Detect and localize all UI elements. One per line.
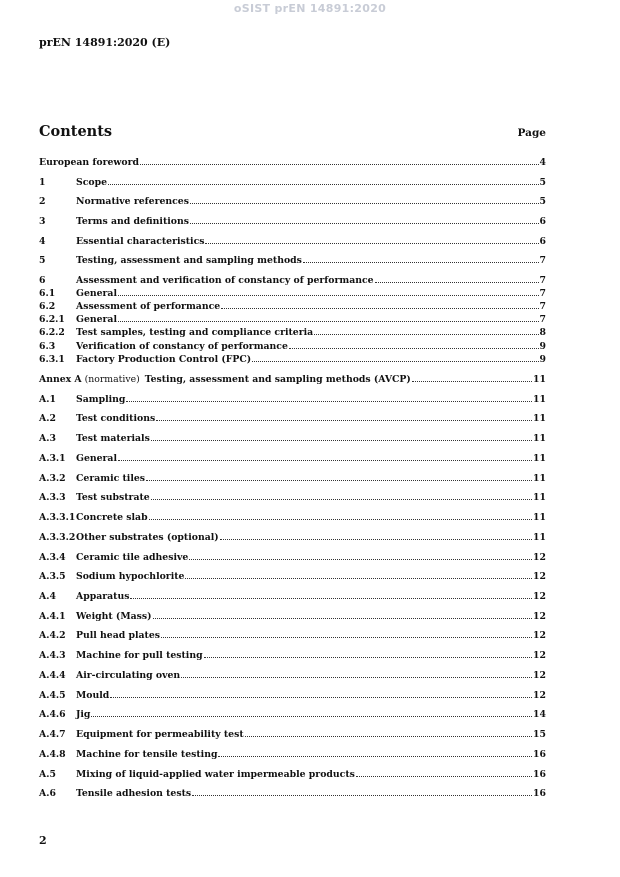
toc-leader-dots: [118, 321, 539, 322]
toc-entry-number: 6: [39, 275, 46, 286]
toc-leader-dots: [126, 401, 532, 402]
toc-entry[interactable]: [39, 214, 546, 227]
toc-leader-dots: [221, 308, 538, 309]
toc-entry-number: 6.2.1: [39, 314, 65, 325]
toc-entry[interactable]: [39, 175, 546, 188]
toc-entry[interactable]: [39, 471, 546, 484]
toc-entry-title: Test samples, testing and compliance criteria: [76, 327, 314, 338]
toc-entry-page: 15: [533, 729, 546, 740]
toc-entry-page: 12: [533, 571, 546, 582]
toc-entry[interactable]: [39, 609, 546, 622]
toc-entry-number: A.3.1: [39, 453, 66, 464]
toc-entry-title: Scope: [76, 177, 107, 188]
toc-leader-dots: [151, 440, 532, 441]
toc-entry-number: A.4.4: [39, 670, 66, 681]
toc-entry-title: Factory Production Control (FPC): [76, 354, 252, 365]
toc-entry[interactable]: [39, 253, 546, 266]
toc-entry[interactable]: [39, 155, 546, 168]
toc-entry-number: Annex A: [39, 374, 82, 385]
toc-leader-dots: [140, 164, 539, 165]
toc-entry-number: A.3.2: [39, 473, 66, 484]
toc-entry-number: 6.2.2: [39, 327, 65, 338]
toc-entry-page: 11: [533, 532, 546, 543]
toc-entry-title: Test materials: [76, 433, 150, 444]
toc-leader-dots: [151, 499, 532, 500]
toc-entry[interactable]: [39, 312, 546, 325]
toc-entry-title: General: [76, 288, 117, 299]
toc-leader-dots: [181, 677, 532, 678]
toc-entry-page: 12: [533, 552, 546, 563]
toc-entry-number: 6.1: [39, 288, 56, 299]
toc-leader-dots: [303, 262, 539, 263]
toc-entry-title: General: [76, 453, 117, 464]
toc-entry-page: 8: [539, 327, 546, 338]
toc-entry[interactable]: [39, 727, 546, 740]
toc-entry-page: 7: [539, 288, 546, 299]
toc-entry-title: Sampling: [76, 394, 126, 405]
toc-entry-page: 7: [539, 314, 546, 325]
toc-entry-number: A.4.1: [39, 611, 66, 622]
document-id: prEN 14891:2020 (E): [39, 36, 171, 49]
toc-entry-page: 7: [539, 301, 546, 312]
toc-entry[interactable]: [39, 339, 546, 352]
toc-leader-dots: [314, 334, 538, 335]
toc-entry-title: Jig: [76, 709, 91, 720]
toc-entry-title: Other substrates (optional): [76, 532, 219, 543]
toc-entry-title: Tensile adhesion tests: [76, 788, 192, 799]
toc-entry-page: 16: [533, 788, 546, 799]
toc-entry-title: Machine for tensile testing: [76, 749, 218, 760]
toc-leader-dots: [204, 657, 532, 658]
toc-entry-page: 12: [533, 650, 546, 661]
toc-entry-page: 12: [533, 611, 546, 622]
toc-leader-dots: [118, 460, 532, 461]
toc-entry-number: A.3: [39, 433, 56, 444]
toc-entry[interactable]: [39, 431, 546, 444]
toc-entry-number: A.3.3: [39, 492, 66, 503]
toc-entry-number: 3: [39, 216, 46, 227]
toc-entry-number: A.4.8: [39, 749, 66, 760]
toc-entry[interactable]: [39, 286, 546, 299]
toc-entry-page: 12: [533, 670, 546, 681]
toc-entry-title: Mixing of liquid-applied water impermeable products: [76, 769, 355, 780]
toc-entry-page: 11: [533, 453, 546, 464]
toc-entry-title: Sodium hypochlorite: [76, 571, 185, 582]
toc-leader-dots: [220, 539, 532, 540]
toc-entry-number: A.4.3: [39, 650, 66, 661]
toc-entry-page: 11: [533, 394, 546, 405]
toc-entry[interactable]: [39, 530, 546, 543]
toc-entry[interactable]: [39, 550, 546, 563]
toc-entry[interactable]: [39, 510, 546, 523]
toc-leader-dots: [149, 519, 532, 520]
toc-entry-title: Air-circulating oven: [76, 670, 181, 681]
toc-entry-page: 9: [539, 354, 546, 365]
toc-entry-number: A.4.7: [39, 729, 66, 740]
toc-entry-title: Testing, assessment and sampling methods (AVCP): [144, 374, 411, 385]
toc-entry-number: A.3.3.2: [39, 532, 76, 543]
toc-leader-dots: [108, 184, 539, 185]
toc-entry-title: Test substrate: [76, 492, 150, 503]
toc-entry-title: Ceramic tile adhesive: [76, 552, 189, 563]
page-number: 2: [39, 834, 47, 847]
toc-entry[interactable]: [39, 707, 546, 720]
toc-entry-number: 5: [39, 255, 46, 266]
toc-entry[interactable]: [39, 372, 546, 385]
toc-entry-title: Mould: [76, 690, 110, 701]
toc-leader-dots: [91, 716, 532, 717]
toc-entry-number: A.3.5: [39, 571, 66, 582]
toc-leader-dots: [289, 348, 539, 349]
toc-entry-title: Essential characteristics: [76, 236, 205, 247]
toc-leader-dots: [185, 578, 532, 579]
toc-entry[interactable]: [39, 194, 546, 207]
toc-entry-page: 14: [533, 709, 546, 720]
toc-entry-title: European foreword: [39, 157, 139, 168]
toc-entry[interactable]: [39, 767, 546, 780]
toc-entry-title: Pull head plates: [76, 630, 160, 641]
toc-entry-title: Concrete slab: [76, 512, 148, 523]
toc-entry-number: A.5: [39, 769, 56, 780]
toc-entry-title: Assessment of performance: [76, 301, 221, 312]
toc-entry-number: A.4.6: [39, 709, 66, 720]
toc-leader-dots: [130, 598, 532, 599]
toc-leader-dots: [156, 420, 532, 421]
toc-entry[interactable]: [39, 668, 546, 681]
toc-leader-dots: [190, 223, 539, 224]
toc-entry-title: Verification of constancy of performance: [76, 341, 288, 352]
toc-entry-page: 12: [533, 630, 546, 641]
toc-entry-title: Terms and definitions: [76, 216, 189, 227]
watermark: oSIST prEN 14891:2020: [233, 2, 387, 15]
toc-entry-title: General: [76, 314, 117, 325]
toc-entry-title: Ceramic tiles: [76, 473, 146, 484]
toc-entry-number: A.3.3.1: [39, 512, 76, 523]
toc-entry-page: 5: [539, 177, 546, 188]
toc-entry-number: A.4.5: [39, 690, 66, 701]
toc-leader-dots: [161, 637, 532, 638]
toc-entry-page: 12: [533, 690, 546, 701]
toc-leader-dots: [146, 480, 532, 481]
toc-entry-title: Weight (Mass): [76, 611, 152, 622]
toc-entry-title: Apparatus: [76, 591, 130, 602]
toc-entry[interactable]: [39, 451, 546, 464]
toc-entry-page: 11: [533, 433, 546, 444]
toc-entry-page: 16: [533, 769, 546, 780]
toc-entry[interactable]: [39, 325, 546, 338]
toc-leader-dots: [245, 736, 532, 737]
toc-entry-number: A.4: [39, 591, 56, 602]
toc-entry-note: (normative): [84, 374, 140, 385]
toc-entry[interactable]: [39, 411, 546, 424]
toc-entry[interactable]: [39, 234, 546, 247]
toc-entry-page: 5: [539, 196, 546, 207]
toc-entry-number: 1: [39, 177, 46, 188]
toc-leader-dots: [192, 795, 532, 796]
toc-entry-title: Equipment for permeability test: [76, 729, 244, 740]
toc-entry-title: Testing, assessment and sampling methods: [76, 255, 302, 266]
toc-entry-number: 6.3.1: [39, 354, 65, 365]
toc-leader-dots: [356, 776, 532, 777]
toc-entry[interactable]: [39, 589, 546, 602]
toc-entry[interactable]: [39, 648, 546, 661]
toc-entry-title: Assessment and verification of constancy of performance: [76, 275, 374, 286]
toc-entry-page: 6: [539, 236, 546, 247]
toc-leader-dots: [153, 618, 533, 619]
page-column-label: Page: [517, 127, 546, 139]
toc-entry-number: 4: [39, 236, 46, 247]
toc-entry-page: 7: [539, 255, 546, 266]
toc-entry-title: Machine for pull testing: [76, 650, 203, 661]
toc-entry-page: 12: [533, 591, 546, 602]
toc-entry[interactable]: [39, 352, 546, 365]
toc-entry-number: A.4.2: [39, 630, 66, 641]
toc-leader-dots: [412, 381, 532, 382]
toc-entry-page: 11: [533, 413, 546, 424]
toc-leader-dots: [189, 559, 532, 560]
toc-leader-dots: [252, 361, 538, 362]
toc-entry[interactable]: [39, 299, 546, 312]
toc-entry[interactable]: [39, 628, 546, 641]
toc-entry-number: A.1: [39, 394, 56, 405]
toc-leader-dots: [190, 203, 539, 204]
toc-leader-dots: [205, 243, 538, 244]
contents-heading: Contents: [39, 123, 113, 140]
toc-entry-number: 6.2: [39, 301, 56, 312]
toc-entry[interactable]: [39, 747, 546, 760]
toc-entry-page: 11: [533, 473, 546, 484]
toc-entry-title: Test conditions: [76, 413, 156, 424]
toc-leader-dots: [118, 295, 539, 296]
toc-entry-page: 16: [533, 749, 546, 760]
toc-entry-number: A.2: [39, 413, 56, 424]
toc-leader-dots: [375, 282, 539, 283]
toc-entry-number: A.6: [39, 788, 56, 799]
toc-entry-page: 11: [533, 492, 546, 503]
toc-entry-title: Normative references: [76, 196, 189, 207]
toc-leader-dots: [218, 756, 532, 757]
toc-entry-page: 11: [533, 512, 546, 523]
toc-entry-number: A.3.4: [39, 552, 66, 563]
toc-entry-page: 7: [539, 275, 546, 286]
toc-entry-page: 6: [539, 216, 546, 227]
toc-entry[interactable]: [39, 688, 546, 701]
toc-entry-page: 11: [533, 374, 546, 385]
toc-entry[interactable]: [39, 392, 546, 405]
toc-entry-page: 4: [539, 157, 546, 168]
toc-entry[interactable]: [39, 490, 546, 503]
toc-leader-dots: [110, 697, 532, 698]
toc-entry-page: 9: [539, 341, 546, 352]
toc-entry-number: 2: [39, 196, 46, 207]
toc-entry-number: 6.3: [39, 341, 56, 352]
toc-entry[interactable]: [39, 569, 546, 582]
toc-entry[interactable]: [39, 786, 546, 799]
toc-entry[interactable]: [39, 273, 546, 286]
